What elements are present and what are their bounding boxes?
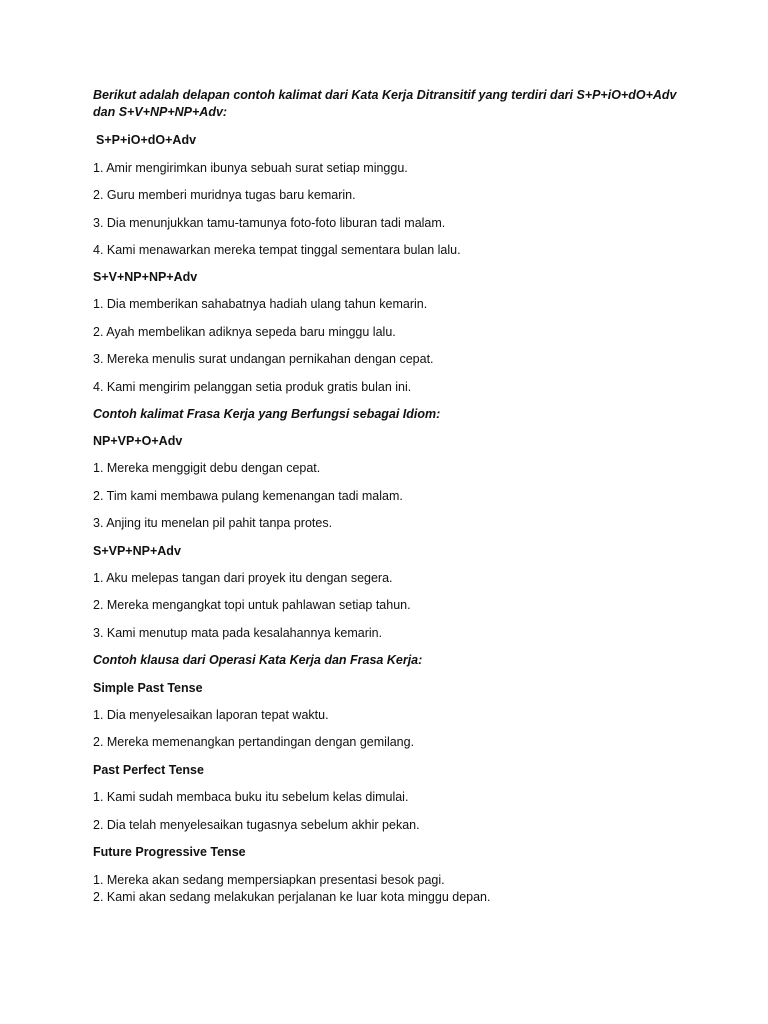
section-heading-clause-operations: Contoh klausa dari Operasi Kata Kerja dan Frasa Kerja: [93, 653, 423, 667]
list-item: 1. Dia menyelesaikan laporan tepat waktu. [93, 708, 329, 722]
section-heading-future-progressive: Future Progressive Tense [93, 845, 246, 859]
list-item: 2. Kami akan sedang melakukan perjalanan ke luar kota minggu depan. [93, 890, 491, 904]
section-heading-sv-np-np-adv: S+V+NP+NP+Adv [93, 270, 198, 284]
list-item: 1. Mereka menggigit debu dengan cepat. [93, 461, 321, 475]
section-heading-s-vp-np-adv: S+VP+NP+Adv [93, 544, 181, 558]
list-item: 1. Amir mengirimkan ibunya sebuah surat setiap minggu. [93, 161, 408, 175]
list-item: 3. Anjing itu menelan pil pahit tanpa protes. [93, 516, 333, 530]
list-item: 3. Mereka menulis surat undangan pernikahan dengan cepat. [93, 352, 434, 366]
section-heading-past-perfect: Past Perfect Tense [93, 763, 204, 777]
list-item: 4. Kami mengirim pelanggan setia produk gratis bulan ini. [93, 380, 412, 394]
list-item: 2. Mereka memenangkan pertandingan dengan gemilang. [93, 735, 415, 749]
list-item: 3. Dia menunjukkan tamu-tamunya foto-foto liburan tadi malam. [93, 216, 446, 230]
list-item: 1. Dia memberikan sahabatnya hadiah ulang tahun kemarin. [93, 297, 428, 311]
list-item: 2. Dia telah menyelesaikan tugasnya sebelum akhir pekan. [93, 818, 420, 832]
list-item: 1. Mereka akan sedang mempersiapkan presentasi besok pagi. [93, 873, 445, 887]
list-item: 3. Kami menutup mata pada kesalahannya kemarin. [93, 626, 383, 640]
section-heading-simple-past: Simple Past Tense [93, 681, 203, 695]
list-item: 2. Guru memberi muridnya tugas baru kemarin. [93, 188, 356, 202]
list-item: 2. Ayah membelikan adiknya sepeda baru minggu lalu. [93, 325, 396, 339]
list-item: 1. Aku melepas tangan dari proyek itu dengan segera. [93, 571, 393, 585]
intro-paragraph: Berikut adalah delapan contoh kalimat dari Kata Kerja Ditransitif yang terdiri dari S+P+iO+dO+Adv dan S+V+NP+NP+Adv: [93, 88, 677, 119]
section-heading-sp-io-do-adv: S+P+iO+dO+Adv [96, 133, 197, 147]
section-heading-idiom: Contoh kalimat Frasa Kerja yang Berfungsi sebagai Idiom: [93, 407, 441, 421]
list-item: 2. Mereka mengangkat topi untuk pahlawan setiap tahun. [93, 598, 411, 612]
list-item: 2. Tim kami membawa pulang kemenangan tadi malam. [93, 489, 403, 503]
section-heading-np-vp-o-adv: NP+VP+O+Adv [93, 434, 183, 448]
list-item: 4. Kami menawarkan mereka tempat tinggal sementara bulan lalu. [93, 243, 461, 257]
list-item: 1. Kami sudah membaca buku itu sebelum kelas dimulai. [93, 790, 409, 804]
